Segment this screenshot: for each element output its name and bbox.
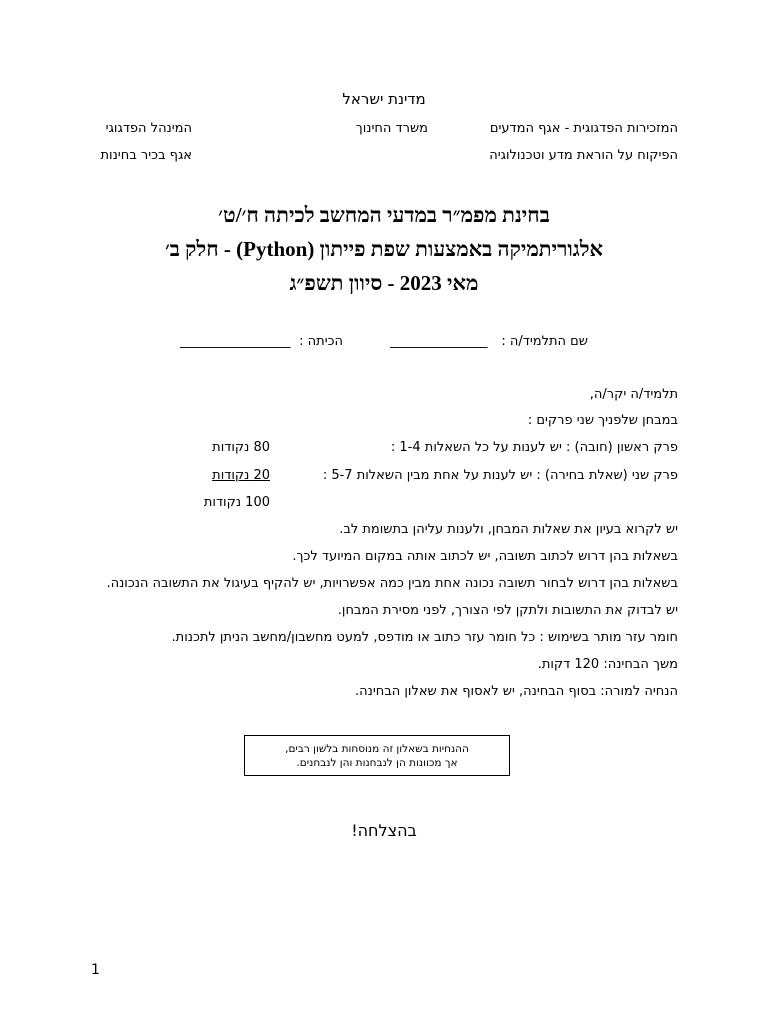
instruction-item: יש לבדוק את התשובות ולתקן לפי הצורך, לפני מסירת המבחן.	[337, 603, 678, 618]
part1-description: פרק ראשון (חובה) : יש לענות על כל השאלות 1-4 :	[390, 440, 678, 455]
note-line-1: ההנחיות בשאלון זה מנוסחות בלשון רבים,	[285, 742, 469, 755]
greeting: תלמיד/ה יקר/ה,	[589, 387, 678, 402]
instruction-item: משך הבחינה: 120 דקות.	[537, 657, 678, 672]
header-left-line1: המינהל הפדגוגי	[105, 121, 192, 136]
header-left-line2: אגף בכיר בחינות	[100, 148, 192, 163]
exam-date: מאי 2023 - סיוון תשפ״ג	[289, 271, 479, 295]
instruction-item: הנחיה למורה: בסוף הבחינה, יש לאסוף את שאלון הבחינה.	[354, 684, 678, 699]
page-number: 1	[91, 962, 100, 978]
total-points: 100 נקודות	[203, 495, 270, 510]
part2-points: 20 נקודות	[212, 468, 270, 483]
good-luck: בהצלחה!	[351, 821, 417, 840]
part2-description: פרק שני (שאלת בחירה) : יש לענות על אחת מבין השאלות 5-7 :	[322, 468, 678, 483]
gender-note-box	[244, 735, 510, 776]
exam-title: בחינת מפמ״ר במדעי המחשב לכיתה ח׳/ט׳	[218, 203, 550, 227]
note-line-2: אך מכוונות הן לנבחנות והן לנבחנים.	[296, 756, 458, 769]
parts-intro: במבחן שלפניך שני פרקים :	[527, 413, 678, 428]
class-field[interactable]: _________________	[180, 334, 291, 349]
part1-points: 80 נקודות	[212, 440, 270, 455]
header-right-line2: הפיקוח על הוראת מדע וטכנולוגיה	[489, 148, 678, 163]
student-name-label: שם התלמיד/ה :	[501, 334, 588, 349]
header-center-line1: משרד החינוך	[355, 121, 428, 136]
state-name: מדינת ישראל	[342, 90, 426, 108]
exam-subtitle: אלגוריתמיקה באמצעות שפת פייתון (Python) - חלק ב׳	[164, 237, 604, 261]
student-name-field[interactable]: _______________	[390, 334, 488, 349]
instruction-item: בשאלות בהן דרוש לבחור תשובה נכונה אחת מבין כמה אפשרויות, יש להקיף בעיגול את התשובה הנכונה.	[106, 576, 678, 591]
header-right-line1: המזכירות הפדגוגית - אגף המדעים	[489, 121, 678, 136]
instruction-item: בשאלות בהן דרוש לכתוב תשובה, יש לכתוב אותה במקום המיועד לכך.	[292, 549, 678, 564]
class-label: הכיתה :	[299, 334, 343, 349]
instruction-item: יש לקרוא בעיון את שאלות המבחן, ולענות עליהן בתשומת לב.	[339, 522, 678, 537]
instruction-item: חומר עזר מותר בשימוש : כל חומר עזר כתוב או מודפס, למעט מחשבון/מחשב הניתן לתכנות.	[171, 630, 678, 645]
